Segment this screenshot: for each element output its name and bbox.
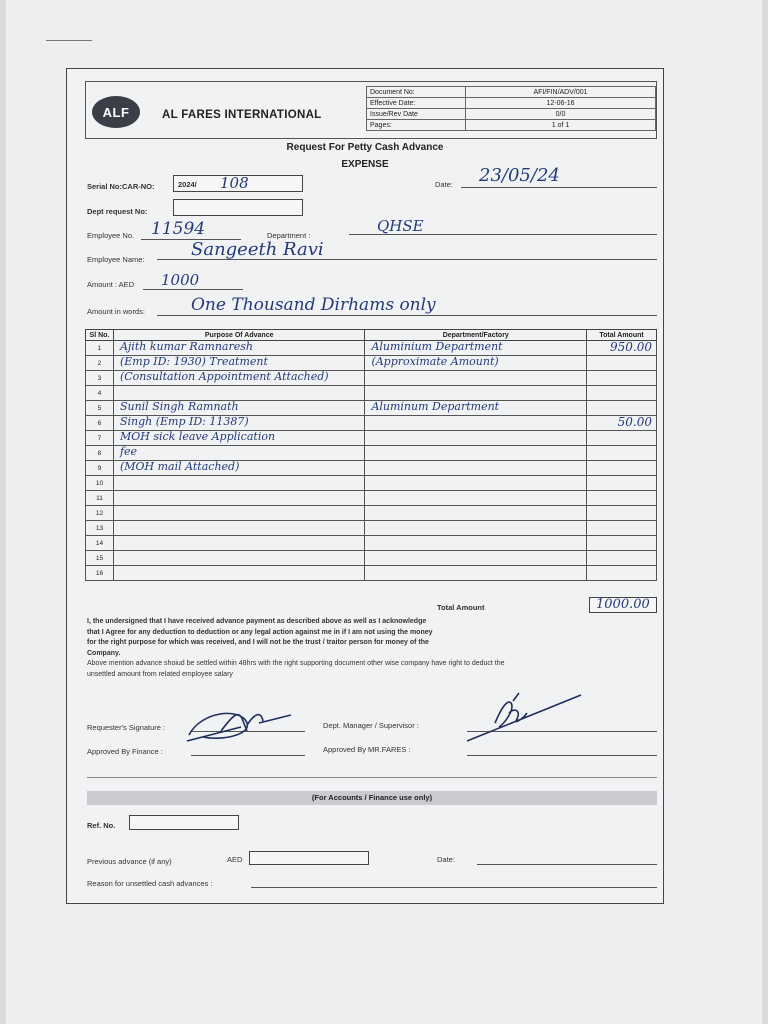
employee-no-value: 11594 bbox=[151, 219, 206, 239]
requester-signature bbox=[181, 701, 301, 747]
row-number-cell: 1 bbox=[86, 341, 114, 356]
row-number-cell: 2 bbox=[86, 356, 114, 371]
meta-label: Document No: bbox=[367, 87, 466, 98]
reason-label: Reason for unsettled cash advances : bbox=[87, 879, 213, 888]
declaration-line: that I Agree for any deduction to deduction or any legal action against me in if I am not using the money bbox=[87, 628, 433, 636]
ref-no-field[interactable] bbox=[129, 815, 239, 830]
row-amount-cell bbox=[587, 491, 657, 506]
row-purpose: (MOH mail Attached) bbox=[119, 460, 240, 473]
row-amount-cell bbox=[587, 416, 657, 431]
amount-line bbox=[143, 289, 243, 290]
serial-field[interactable] bbox=[173, 175, 303, 192]
row-department-cell bbox=[365, 371, 587, 386]
row-amount-cell bbox=[587, 386, 657, 401]
row-purpose-cell bbox=[113, 491, 364, 506]
date-value: 23/05/24 bbox=[479, 165, 560, 186]
meta-row bbox=[367, 120, 656, 131]
meta-value: 0/0 bbox=[466, 109, 656, 120]
row-department-cell bbox=[365, 536, 587, 551]
company-logo: ALF bbox=[92, 96, 140, 128]
reason-line bbox=[251, 887, 657, 888]
petty-cash-form bbox=[66, 68, 664, 904]
finance-date-label: Date: bbox=[437, 855, 455, 864]
table-row bbox=[86, 356, 657, 371]
company-name: AL FARES INTERNATIONAL bbox=[162, 109, 322, 121]
declaration-text bbox=[87, 617, 657, 680]
row-purpose: Ajith kumar Ramnaresh bbox=[119, 340, 253, 353]
meta-label: Pages: bbox=[367, 120, 466, 131]
row-purpose: Sunil Singh Ramnath bbox=[119, 400, 239, 413]
fares-approval-line bbox=[467, 755, 657, 756]
row-amount-cell bbox=[587, 476, 657, 491]
row-department-cell bbox=[365, 551, 587, 566]
table-header-row bbox=[86, 330, 657, 341]
row-department-cell bbox=[365, 461, 587, 476]
declaration-line: unsettled amount from related employee salary bbox=[87, 670, 233, 678]
row-purpose-cell bbox=[113, 506, 364, 521]
total-amount-value: 1000.00 bbox=[596, 597, 650, 612]
paper-sheet bbox=[6, 0, 762, 1024]
dept-request-label: Dept request No: bbox=[87, 207, 148, 216]
form-header bbox=[85, 81, 657, 139]
employee-name-value: Sangeeth Ravi bbox=[191, 239, 324, 260]
row-number-cell: 8 bbox=[86, 446, 114, 461]
row-department: (Approximate Amount) bbox=[371, 355, 499, 368]
col-sl-no: Sl No. bbox=[86, 330, 114, 341]
row-number-cell: 13 bbox=[86, 521, 114, 536]
row-purpose-cell bbox=[113, 431, 364, 446]
declaration-line: Company. bbox=[87, 649, 121, 657]
total-amount-box bbox=[589, 597, 657, 613]
table-row bbox=[86, 446, 657, 461]
row-number-cell: 16 bbox=[86, 566, 114, 581]
meta-value: AFI/FIN/ADV/001 bbox=[466, 87, 656, 98]
row-department-cell bbox=[365, 341, 587, 356]
table-row bbox=[86, 416, 657, 431]
meta-label: Effective Date: bbox=[367, 98, 466, 109]
row-department-cell bbox=[365, 506, 587, 521]
table-row bbox=[86, 566, 657, 581]
employee-no-label: Employee No. bbox=[87, 231, 135, 240]
row-purpose: (Consultation Appointment Attached) bbox=[119, 370, 329, 383]
row-amount-cell bbox=[587, 371, 657, 386]
dept-request-field[interactable] bbox=[173, 199, 303, 216]
department-value: QHSE bbox=[377, 217, 424, 235]
supervisor-label: Dept. Manager / Supervisor : bbox=[323, 721, 419, 730]
employee-name-label: Employee Name: bbox=[87, 255, 145, 264]
row-purpose-cell bbox=[113, 371, 364, 386]
supervisor-signature bbox=[465, 689, 585, 745]
row-purpose-cell bbox=[113, 356, 364, 371]
table-row bbox=[86, 551, 657, 566]
requester-signature-label: Requester's Signature : bbox=[87, 723, 166, 732]
date-label: Date: bbox=[435, 180, 453, 189]
meta-value: 1 of 1 bbox=[466, 120, 656, 131]
row-amount-cell bbox=[587, 356, 657, 371]
amount-words-value: One Thousand Dirhams only bbox=[191, 295, 436, 315]
aed-label: AED bbox=[227, 855, 243, 864]
row-department-cell bbox=[365, 521, 587, 536]
row-department-cell bbox=[365, 491, 587, 506]
meta-row bbox=[367, 98, 656, 109]
row-purpose-cell bbox=[113, 566, 364, 581]
row-department-cell bbox=[365, 356, 587, 371]
row-department: Aluminium Department bbox=[371, 340, 503, 353]
row-amount-cell bbox=[587, 566, 657, 581]
row-number-cell: 15 bbox=[86, 551, 114, 566]
row-amount-cell bbox=[587, 446, 657, 461]
row-number-cell: 10 bbox=[86, 476, 114, 491]
serial-prefix: 2024/ bbox=[178, 180, 197, 189]
table-row bbox=[86, 491, 657, 506]
declaration-line: for the right purpose for which was received, and I will not be the trust / traitor person for money of the bbox=[87, 639, 429, 646]
table-row bbox=[86, 371, 657, 386]
row-number-cell: 12 bbox=[86, 506, 114, 521]
row-amount-cell bbox=[587, 461, 657, 476]
finance-approval-label: Approved By Finance : bbox=[87, 747, 163, 756]
row-department-cell bbox=[365, 446, 587, 461]
ref-no-label: Ref. No. bbox=[87, 821, 116, 830]
table-row bbox=[86, 431, 657, 446]
row-purpose-cell bbox=[113, 416, 364, 431]
row-purpose-cell bbox=[113, 341, 364, 356]
amount-words-line bbox=[157, 315, 657, 316]
table-row bbox=[86, 341, 657, 356]
form-title: Request For Petty Cash Advance bbox=[286, 142, 444, 153]
row-number-cell: 7 bbox=[86, 431, 114, 446]
table-row bbox=[86, 401, 657, 416]
date-line bbox=[461, 187, 657, 188]
row-amount-cell bbox=[587, 551, 657, 566]
row-purpose: MOH sick leave Application bbox=[119, 430, 276, 443]
table-row bbox=[86, 521, 657, 536]
table-row bbox=[86, 506, 657, 521]
amount-words-label: Amount in words: bbox=[87, 307, 145, 316]
serial-label: Serial No:CAR-NO: bbox=[87, 182, 155, 191]
row-number-cell: 14 bbox=[86, 536, 114, 551]
previous-advance-field[interactable] bbox=[249, 851, 369, 865]
row-number-cell: 4 bbox=[86, 386, 114, 401]
col-department: Department/Factory bbox=[365, 330, 587, 341]
row-number-cell: 3 bbox=[86, 371, 114, 386]
department-label: Department : bbox=[267, 231, 311, 240]
document-meta-table bbox=[366, 86, 656, 131]
row-purpose-cell bbox=[113, 521, 364, 536]
row-purpose-cell bbox=[113, 446, 364, 461]
amount-value: 1000 bbox=[161, 271, 200, 289]
advance-items-table bbox=[85, 329, 657, 581]
row-number-cell: 11 bbox=[86, 491, 114, 506]
row-amount-cell bbox=[587, 431, 657, 446]
row-purpose-cell bbox=[113, 476, 364, 491]
row-purpose: (Emp ID: 1930) Treatment bbox=[119, 355, 268, 368]
row-amount: 950.00 bbox=[610, 340, 652, 354]
row-department-cell bbox=[365, 476, 587, 491]
row-amount-cell bbox=[587, 401, 657, 416]
row-amount-cell bbox=[587, 521, 657, 536]
finance-divider bbox=[87, 777, 657, 778]
finance-approval-line bbox=[191, 755, 305, 756]
finance-band: (For Accounts / Finance use only) bbox=[87, 791, 657, 805]
previous-advance-label: Previous advance (if any) bbox=[87, 857, 172, 866]
row-purpose-cell bbox=[113, 551, 364, 566]
finance-date-line bbox=[477, 864, 657, 865]
row-department-cell bbox=[365, 386, 587, 401]
declaration-line: I, the undersigned that I have received advance payment as described above as well as I acknowledge bbox=[87, 618, 427, 625]
meta-value: 12-06-16 bbox=[466, 98, 656, 109]
row-amount-cell bbox=[587, 536, 657, 551]
table-row bbox=[86, 476, 657, 491]
row-department-cell bbox=[365, 416, 587, 431]
meta-row bbox=[367, 109, 656, 120]
declaration-line: Above mention advance shoiud be settled within 48hrs with the right supporting document other wise company have right to deduct the bbox=[87, 660, 505, 667]
row-amount-cell bbox=[587, 341, 657, 356]
row-purpose: fee bbox=[119, 445, 138, 458]
form-subtitle: EXPENSE bbox=[341, 159, 389, 170]
pen-mark bbox=[46, 40, 92, 41]
col-purpose: Purpose Of Advance bbox=[113, 330, 364, 341]
serial-value: 108 bbox=[220, 174, 249, 192]
row-number-cell: 5 bbox=[86, 401, 114, 416]
row-purpose-cell bbox=[113, 536, 364, 551]
table-row bbox=[86, 536, 657, 551]
row-purpose: Singh (Emp ID: 11387) bbox=[119, 415, 249, 428]
amount-label: Amount : AED bbox=[87, 280, 135, 289]
table-row bbox=[86, 461, 657, 476]
row-purpose-cell bbox=[113, 386, 364, 401]
row-purpose-cell bbox=[113, 461, 364, 476]
meta-row bbox=[367, 87, 656, 98]
table-row bbox=[86, 386, 657, 401]
fares-approval-label: Approved By MR.FARES : bbox=[323, 745, 411, 754]
row-number-cell: 9 bbox=[86, 461, 114, 476]
row-number-cell: 6 bbox=[86, 416, 114, 431]
row-department: Aluminum Department bbox=[371, 400, 500, 413]
meta-label: Issue/Rev Date bbox=[367, 109, 466, 120]
row-amount-cell bbox=[587, 506, 657, 521]
total-amount-label: Total Amount bbox=[437, 603, 485, 612]
row-purpose-cell bbox=[113, 401, 364, 416]
col-total-amount: Total Amount bbox=[587, 330, 657, 341]
row-amount: 50.00 bbox=[617, 415, 652, 429]
row-department-cell bbox=[365, 566, 587, 581]
row-department-cell bbox=[365, 401, 587, 416]
row-department-cell bbox=[365, 431, 587, 446]
